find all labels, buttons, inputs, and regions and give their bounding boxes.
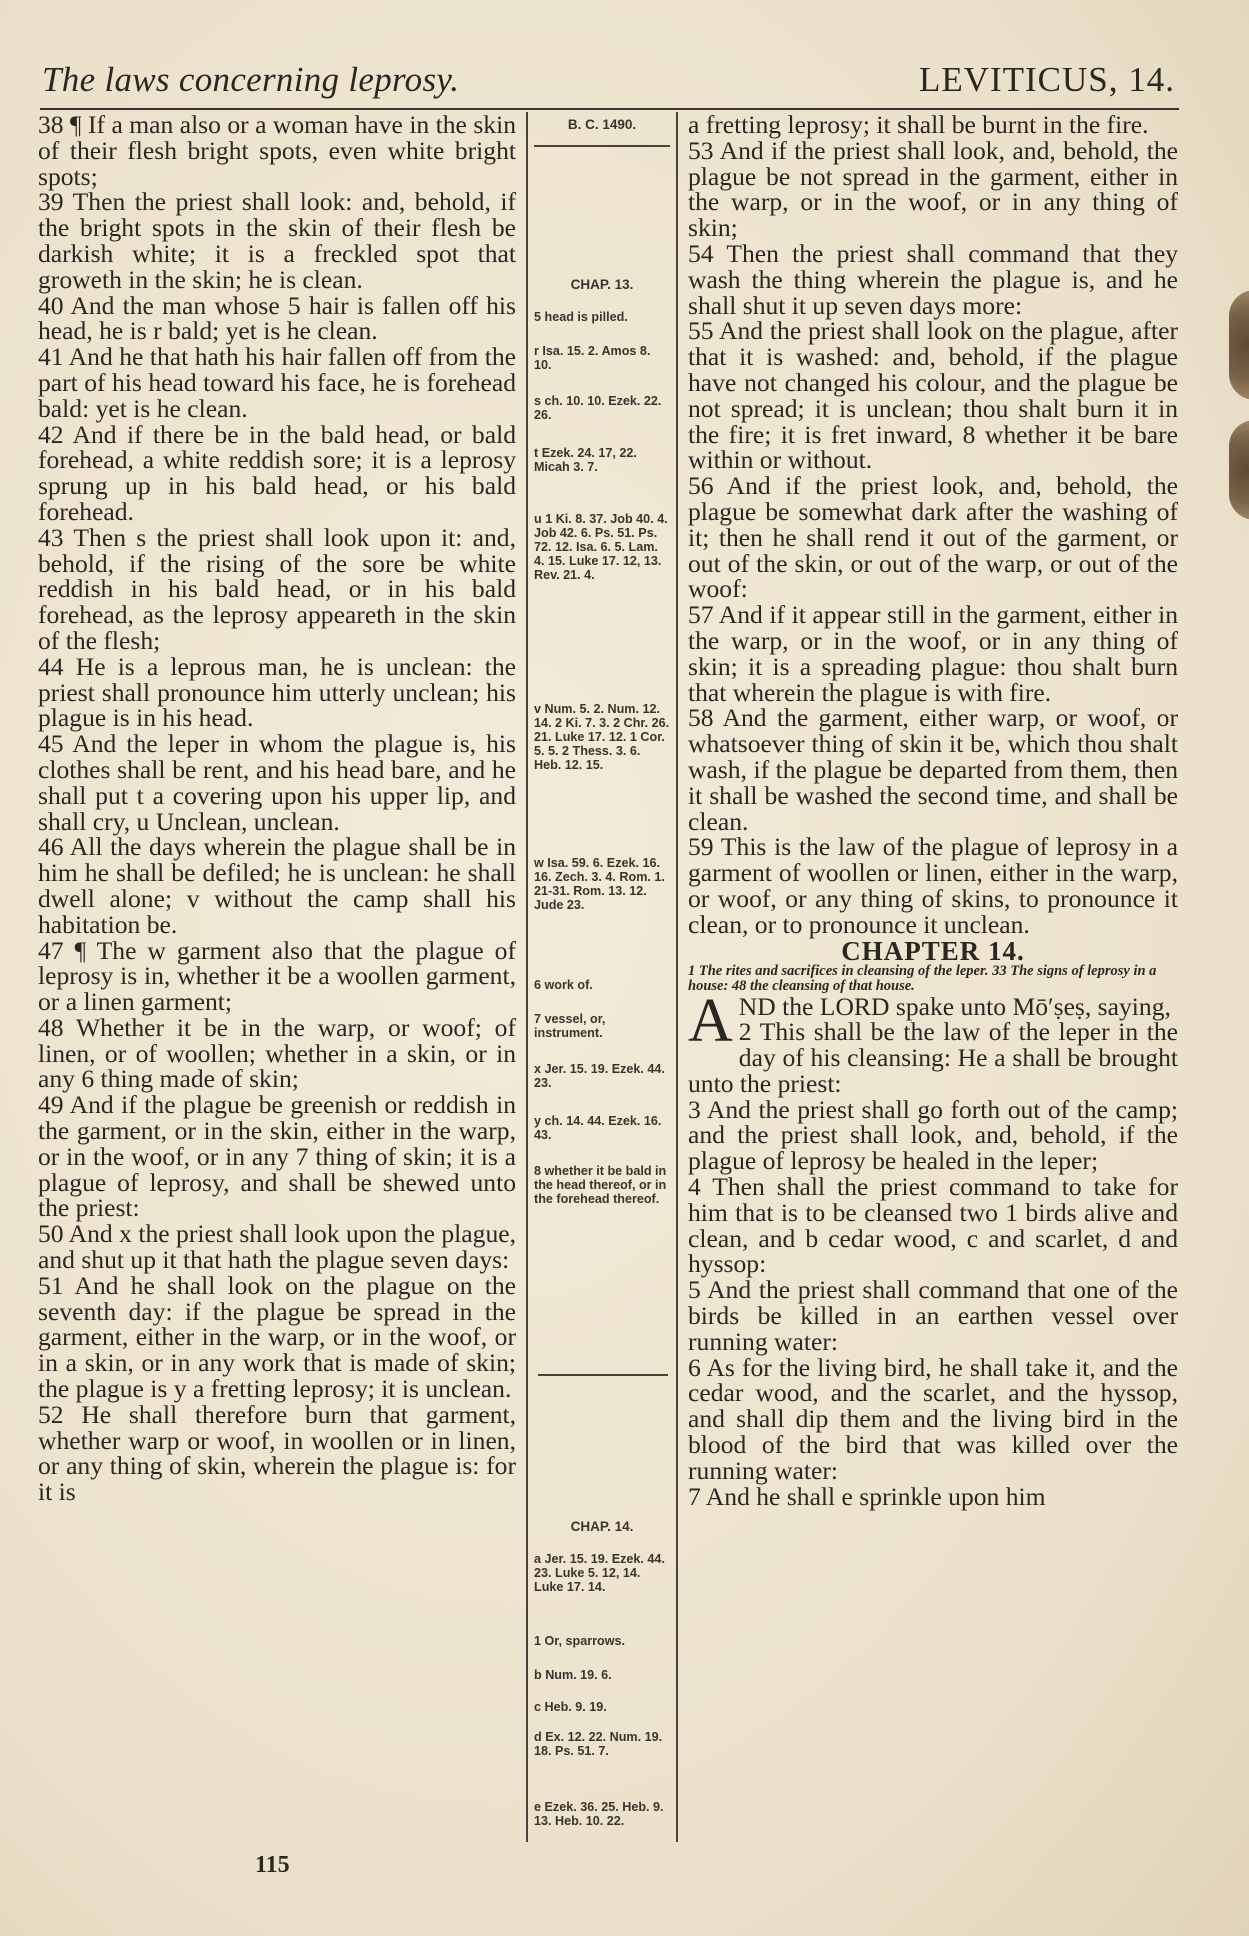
column-divider-left	[526, 112, 528, 1842]
chapter-summary: 1 The rites and sacrifices in cleansing of the leper. 33 The signs of leprosy in a house: 48 the cleansing of that house.	[688, 962, 1157, 994]
verse: 57 And if it appear still in the garment, either in the warp, or in the woof, or in any thing of skin; it is a spreading plague: thou shalt burn that wherein the plague is with fire.	[688, 600, 1178, 707]
verse: 53 And if the priest shall look, and, behold, the plague be not spread in the garment, either in the warp, or in the woof, or in any thing of skin;	[688, 135, 1178, 243]
header-book-chapter: LEVITICUS, 14.	[918, 60, 1175, 99]
verse: 42 And if there be in the bald head, or bald forehead, a white reddish sore; it is a leprosy sprung up in his bald head, or his bald forehead.	[38, 419, 516, 526]
verse: 51 And he shall look on the plague on the seventh day: if the plague be spread in the garment, either in the warp, or in the woof, or in a skin, or in any work that is made of skin; the plague is y a fretting leprosy; it is unclean.	[38, 1270, 516, 1404]
margin-ref: t Ezek. 24. 17, 22. Micah 3. 7.	[534, 446, 637, 474]
margin-ref: a Jer. 15. 19. Ezek. 44. 23. Luke 5. 12, 14. Luke 17. 14.	[534, 1552, 665, 1594]
verse: 55 And the priest shall look on the plague, after that it is washed: and, behold, if the plague have not changed his colour, and the plague be not spread; it is unclean; thou shalt burn it in the fire; it is fret inward, 8 whether it be bare within or without.	[688, 316, 1178, 475]
first-verse-text: ND the LORD spake unto Mō′ṣeṣ, saying,	[738, 991, 1171, 1021]
verse: 49 And if the plague be greenish or reddish in the garment, or in the skin, either in the warp, or in the woof, or in any 7 thing of skin; it is a plague of leprosy, and shall be shewed unto the priest:	[38, 1090, 516, 1223]
right-column	[688, 112, 1178, 1509]
verse: 45 And the leper in whom the plague is, his clothes shall be rent, and his head bare, and he shall put t a covering upon his upper lip, and shall cry, u Unclean, unclean.	[38, 729, 516, 836]
margin-ref: y ch. 14. 44. Ezek. 16. 43.	[534, 1114, 662, 1142]
margin-date: B. C. 1490.	[567, 117, 637, 132]
margin-ref: w Isa. 59. 6. Ezek. 16. 16. Zech. 3. 4. Rom. 1. 21-31. Rom. 13. 12. Jude 23.	[534, 856, 665, 912]
verse: 39 Then the priest shall look: and, behold, if the bright spots in the skin of their flesh be darkish white; it is a freckled spot that groweth in the skin; he is clean.	[38, 187, 516, 294]
verse: 56 And if the priest look, and, behold, the plague be somewhat dark after the washing of it; then he shall rend it out of the garment, or out of the skin, or out of the warp, or out of the woof:	[688, 471, 1178, 604]
column-divider-right	[676, 112, 678, 1842]
page-number: 115	[255, 1852, 290, 1878]
verse: 7 And he shall e sprinkle upon him	[688, 1481, 1046, 1511]
margin-ref: e Ezek. 36. 25. Heb. 9. 13. Heb. 10. 22.	[534, 1800, 664, 1828]
verse: 3 And the priest shall go forth out of the camp; and the priest shall look, and, behold, if the plague of leprosy be healed in the leper;	[688, 1094, 1178, 1176]
verse: 54 Then the priest shall command that they wash the thing wherein the plague is, and he shall shut it up seven days more:	[688, 238, 1178, 320]
running-head	[40, 58, 1179, 110]
margin-chap-13: CHAP. 13.	[570, 277, 634, 292]
margin-ref: s ch. 10. 10. Ezek. 22. 26.	[534, 394, 662, 422]
margin-ref: r Isa. 15. 2. Amos 8. 10.	[534, 344, 651, 372]
drop-cap: A	[688, 986, 733, 1055]
verse: 41 And he that hath his hair fallen off from the part of his head toward his face, he is forehead bald: yet is he clean.	[38, 342, 516, 423]
margin-ref: 6 work of.	[534, 978, 593, 992]
verse: 44 He is a leprous man, he is unclean: the priest shall pronounce him utterly unclean; his plague is in his head.	[38, 651, 516, 733]
verse: 2 This shall be the law of the leper in the day of his cleansing: He a shall be brought unto the priest:	[688, 1017, 1178, 1098]
verse: 50 And x the priest shall look upon the plague, and shut up it that hath the plague seven days:	[38, 1219, 516, 1275]
verse: 4 Then shall the priest command to take for him that is to be cleansed two 1 birds alive and clean, and b cedar wood, c and scarlet, d and hyssop:	[688, 1172, 1178, 1279]
thumb-index-tab	[1229, 290, 1249, 400]
thumb-index-tab	[1229, 420, 1249, 520]
margin-ref: 7 vessel, or, instrument.	[534, 1012, 606, 1040]
verse: 52 He shall therefore burn that garment, whether warp or woof, in woollen or in linen, or any thing of skin, wherein the plague is: for it is	[38, 1399, 516, 1507]
verse: a fretting leprosy; it shall be burnt in the fire.	[688, 110, 1149, 139]
margin-ref: 8 whether it be bald in the head thereof, or in the forehead thereof.	[534, 1164, 667, 1206]
verse: 47 ¶ The w garment also that the plague of leprosy is in, whether it be a woollen garment, or a linen garment;	[38, 935, 516, 1017]
margin-ref: d Ex. 12. 22. Num. 19. 18. Ps. 51. 7.	[534, 1730, 663, 1758]
margin-chap-14: CHAP. 14.	[570, 1519, 634, 1534]
margin-ref: u 1 Ki. 8. 37. Job 40. 4. Job 42. 6. Ps. 51. Ps. 72. 12. Isa. 6. 5. Lam. 4. 15. Luke 17. 12, 13. Rev. 21. 4.	[534, 512, 668, 582]
header-title: The laws concerning leprosy.	[42, 60, 460, 99]
verse: 58 And the garment, either warp, or woof, or whatsoever thing of skin it be, which thou shalt wash, if the plague be departed from them, then it shall be washed the second time, and shall be clean.	[688, 703, 1178, 836]
left-column	[38, 112, 516, 1505]
margin-ref: 1 Or, sparrows.	[534, 1634, 625, 1648]
verse: 6 As for the living bird, he shall take it, and the cedar wood, and the scarlet, and the hyssop, and shall dip them and the living bird in the blood of the bird that was killed over the running water:	[688, 1352, 1178, 1485]
verse: 48 Whether it be in the warp, or woof; of linen, or of woollen; whether in a skin, or in any 6 thing made of skin;	[38, 1012, 516, 1094]
verse: 5 And the priest shall command that one of the birds be killed in an earthen vessel over running water:	[688, 1275, 1178, 1356]
margin-rule-mid	[538, 1374, 668, 1376]
margin-ref: b Num. 19. 6.	[534, 1668, 612, 1682]
verse: 40 And the man whose 5 hair is fallen off his head, he is r bald; yet is he clean.	[38, 290, 516, 346]
verse: 43 Then s the priest shall look upon it: and, behold, if the rising of the sore be white reddish in his bald head, or in his bald forehead, as the leprosy appeareth in the skin of the flesh;	[38, 522, 516, 655]
margin-rule-top	[534, 145, 670, 147]
margin-ref: 5 head is pilled.	[534, 310, 628, 324]
margin-ref: c Heb. 9. 19.	[534, 1700, 607, 1714]
chapter-heading: CHAPTER 14.	[841, 935, 1025, 966]
verse: 59 This is the law of the plague of leprosy in a garment of woollen or linen, either in the warp, or woof, or any thing of skins, to pronounce it clean, or to pronounce it unclean.	[688, 832, 1178, 939]
margin-references	[534, 112, 670, 1842]
verse: 38 ¶ If a man also or a woman have in the skin of their flesh bright spots, even white bright spots;	[38, 110, 516, 191]
margin-ref: x Jer. 15. 19. Ezek. 44. 23.	[534, 1062, 665, 1090]
first-verse	[688, 986, 1178, 1055]
verse: 46 All the days wherein the plague shall be in him he shall be defiled; he is unclean: he shall dwell alone; v without the camp shall his habitation be.	[38, 832, 516, 939]
margin-ref: v Num. 5. 2. Num. 12. 14. 2 Ki. 7. 3. 2 Chr. 26. 21. Luke 17. 12. 1 Cor. 5. 5. 2 Thess. 3. 6. Heb. 12. 15.	[534, 702, 670, 772]
